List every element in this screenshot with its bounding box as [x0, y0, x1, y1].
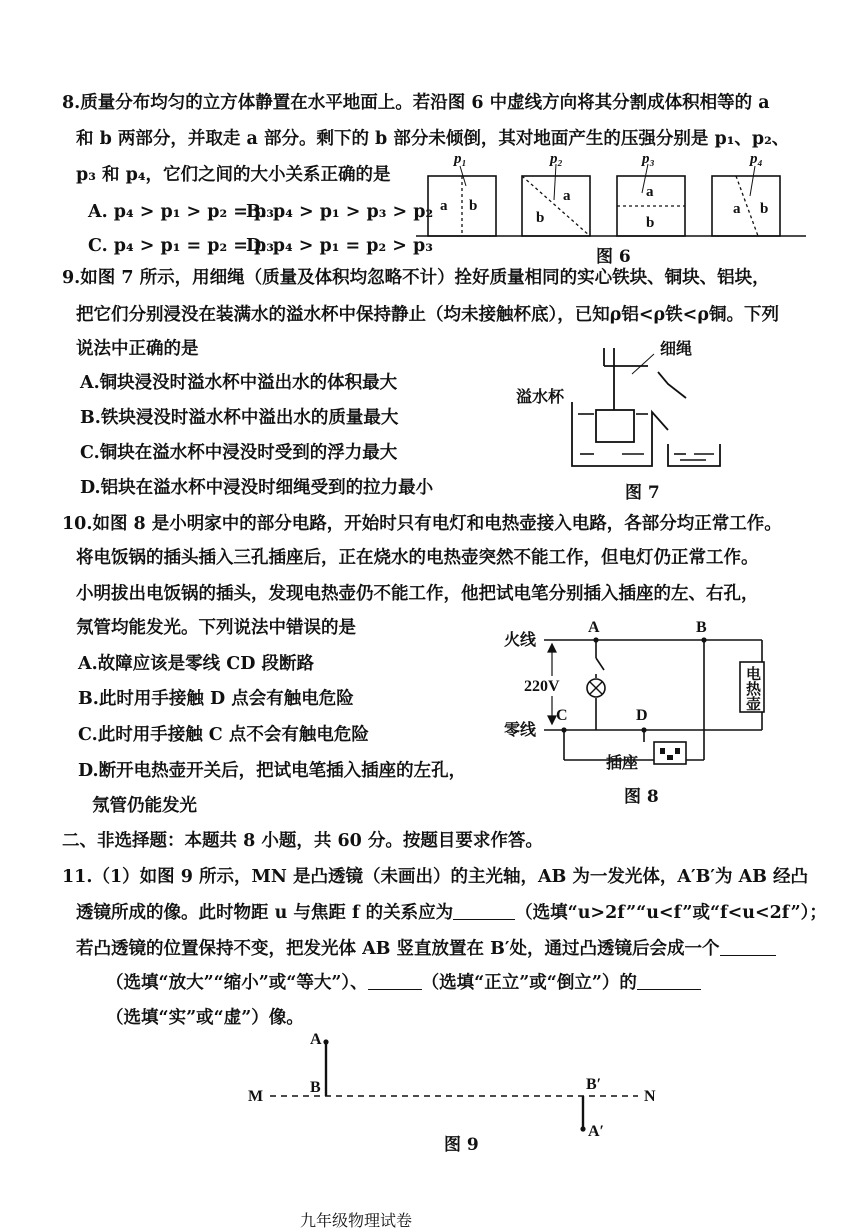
figure-6-cubes: [410, 148, 810, 248]
page-footer: 九年级物理试卷: [300, 1211, 413, 1230]
q8-option-d: D. p₄ > p₁ = p₂ > p₃: [246, 236, 433, 256]
q10-option-c: C.此时用手接触 C 点不会有触电危险: [78, 725, 369, 745]
label-kettle: 电热壶: [744, 666, 760, 711]
q8-line3: p₃ 和 p₄，它们之间的大小关系正确的是: [76, 165, 391, 185]
q10-option-a: A.故障应该是零线 CD 段断路: [78, 654, 314, 674]
label-point-b: B: [696, 619, 707, 636]
q9-option-a: A.铜块浸没时溢水杯中溢出水的体积最大: [80, 373, 398, 393]
label-b-prime: B′: [586, 1076, 602, 1093]
section-2-heading: 二、非选择题：本题共 8 小题，共 60 分。按题目要求作答。: [62, 831, 543, 851]
q8-line2: 和 b 两部分，并取走 a 部分。剩下的 b 部分未倾倒，其对地面产生的压强分别是 p₁、p₂、: [76, 129, 790, 149]
cube2-part-a: a: [563, 188, 571, 204]
cube1-part-b: b: [469, 198, 478, 214]
label-p3: p₃: [642, 151, 655, 167]
q8-option-a: A. p₄ > p₁ > p₂ = p₃: [88, 202, 274, 222]
q10-option-d-line1: D.断开电热壶开关后，把试电笔插入插座的左孔，: [78, 761, 467, 781]
figure-9-caption: 图 9: [444, 1135, 479, 1155]
q11-line2-text-b: （选填“u>2f”“u<f”或“f<u<2f”）；: [515, 903, 827, 923]
q10-line4: 氖管均能发光。下列说法中错误的是: [76, 618, 356, 638]
q11-line2: [76, 902, 827, 924]
figure-6-caption: 图 6: [596, 247, 631, 267]
cube4-part-b: b: [760, 201, 769, 217]
q11-line4-text-a: （选填“放大”“缩小”或“等大”）、: [106, 973, 368, 993]
label-p1: p₁: [454, 151, 467, 167]
q10-option-b: B.此时用手接触 D 点会有触电危险: [78, 689, 354, 709]
q9-line2: 把它们分别浸没在装满水的溢水杯中保持静止（均未接触杯底），已知ρ铝<ρ铁<ρ铜。下列: [76, 305, 779, 325]
q9-option-c: C.铜块在溢水杯中浸没时受到的浮力最大: [80, 443, 398, 463]
cube1-part-a: a: [440, 198, 448, 214]
q11-line3: [76, 938, 776, 960]
q11-line5: （选填“实”或“虚”）像。: [106, 1008, 304, 1028]
q9-option-b: B.铁块浸没时溢水杯中溢出水的质量最大: [80, 408, 399, 428]
label-n: N: [644, 1088, 656, 1105]
label-neutral-wire: 零线: [504, 722, 537, 739]
figure-8-circuit: [500, 612, 780, 782]
q8-line1: 8.质量分布均匀的立方体静置在水平地面上。若沿图 6 中虚线方向将其分割成体积相等的 a: [62, 93, 770, 113]
label-a: A: [310, 1031, 322, 1048]
q9-line3: 说法中正确的是: [76, 339, 199, 359]
label-p4: p₄: [750, 151, 763, 167]
q11-line3-text: 若凸透镜的位置保持不变，把发光体 AB 竖直放置在 B′处，通过凸透镜后会成一个: [76, 939, 720, 959]
answer-blank-1[interactable]: [453, 903, 515, 920]
label-rope: 细绳: [660, 341, 693, 358]
figure-9-optics: [240, 1026, 680, 1146]
q8-option-b: B. p₄ > p₁ > p₃ > p₂: [246, 202, 434, 222]
cube4-part-a: a: [733, 201, 741, 217]
q9-option-d: D.铝块在溢水杯中浸没时细绳受到的拉力最小: [80, 478, 434, 498]
figure-8-caption: 图 8: [624, 787, 659, 807]
figure-7-caption: 图 7: [625, 483, 660, 503]
q10-line1: 10.如图 8 是小明家中的部分电路，开始时只有电灯和电热壶接入电路，各部分均正常工作。: [62, 514, 782, 534]
label-point-c: C: [556, 707, 568, 724]
label-p2: p₂: [550, 151, 563, 167]
q11-line4: [106, 972, 701, 994]
label-socket: 插座: [606, 755, 639, 772]
q9-line1: 9.如图 7 所示，用细绳（质量及体积均忽略不计）拴好质量相同的实心铁块、铜块、铝块，: [62, 268, 770, 288]
label-m: M: [248, 1088, 264, 1105]
cube2-part-b: b: [536, 210, 545, 226]
label-voltage: 220V: [524, 678, 560, 695]
q10-line2: 将电饭锅的插头插入三孔插座后，正在烧水的电热壶突然不能工作，但电灯仍正常工作。: [76, 548, 759, 568]
answer-blank-3[interactable]: [368, 973, 422, 990]
figure-7-overflow-cup: [510, 336, 740, 476]
label-b: B: [310, 1079, 321, 1096]
q10-option-d-line2: 氖管仍能发光: [92, 796, 197, 816]
q11-line2-text-a: 透镜所成的像。此时物距 u 与焦距 f 的关系应为: [76, 903, 454, 923]
cube3-part-a: a: [646, 184, 654, 200]
label-point-d: D: [636, 707, 648, 724]
q11-line4-text-b: （选填“正立”或“倒立”）的: [421, 973, 637, 993]
answer-blank-4[interactable]: [637, 973, 701, 990]
label-point-a: A: [588, 619, 600, 636]
label-overflow-cup: 溢水杯: [516, 389, 565, 406]
label-a-prime: A′: [588, 1123, 605, 1140]
label-live-wire: 火线: [504, 632, 537, 649]
cube3-part-b: b: [646, 215, 655, 231]
q8-option-c: C. p₄ > p₁ = p₂ = p₃: [88, 236, 274, 256]
q11-line1: 11.（1）如图 9 所示，MN 是凸透镜（未画出）的主光轴，AB 为一发光体，A′B′为 AB 经凸: [62, 867, 809, 887]
q10-line3: 小明拔出电饭锅的插头，发现电热壶仍不能工作，他把试电笔分别插入插座的左、右孔，: [76, 584, 759, 604]
answer-blank-2[interactable]: [720, 939, 776, 956]
